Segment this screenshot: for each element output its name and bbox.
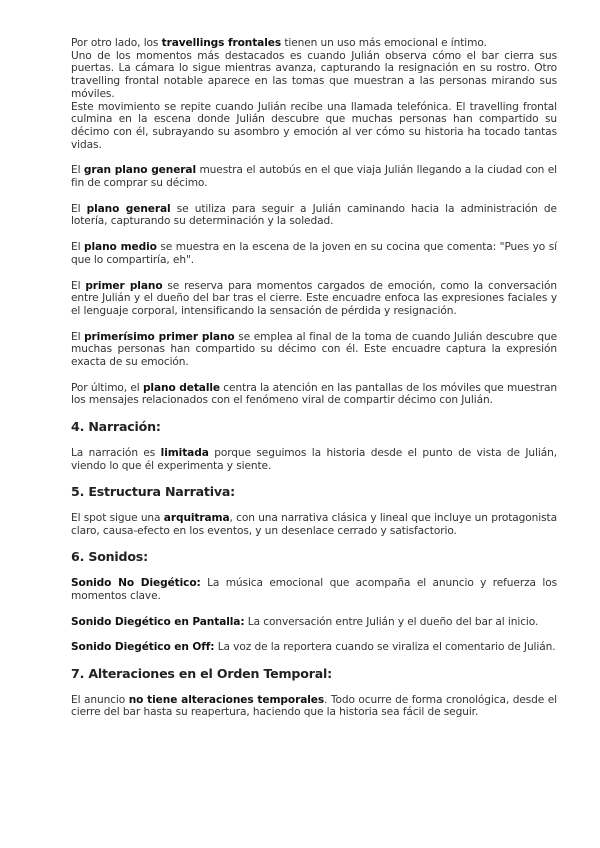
text-span: El xyxy=(71,202,87,215)
text-span: , con una narrativa clásica y lineal que incluye un protagonista claro, causa-efecto en los eventos, y un desenlace cerrado y satisfactorio. xyxy=(71,511,557,537)
bold-term: Sonido No Diegético: xyxy=(71,577,201,590)
bold-term: arquitrama xyxy=(163,511,230,524)
bold-term: no tiene alteraciones temporales xyxy=(128,693,325,706)
alteraciones-paragraph xyxy=(71,694,557,719)
text-span: se emplea al final de la toma de cuando Julián descubre que muchas personas han compartido su décimo con él. Este encuadre captura la expresión exacta de su emoción. xyxy=(71,330,557,369)
bold-term: plano detalle xyxy=(142,381,220,394)
bold-term: limitada xyxy=(160,446,209,459)
travelling-paragraph-3: Este movimiento se repite cuando Julián recibe una llamada telefónica. El travelling frontal culmina en la escena donde Julián descubre que muchas personas han compartido su décimo con él, subrayando su asombro y emoción al ver cómo su historia ha tocado tantas vidas. xyxy=(71,100,557,151)
text-span: se muestra en la escena de la joven en su cocina que comenta: "Pues yo sí que lo compartiría, eh". xyxy=(71,241,557,266)
bold-term: primerísimo primer plano xyxy=(84,330,235,343)
text-span: El xyxy=(71,330,85,343)
plano-paragraph xyxy=(71,241,557,266)
text-span: centra la atención en las pantallas de los móviles que muestran los mensajes relacionados con el fenómeno viral de compartir décimo con Julián. xyxy=(71,381,557,407)
text-span: muestra el autobús en el que viaja Julián llegando a la ciudad con el fin de comprar su décimo. xyxy=(71,164,557,190)
text-span: La narración es xyxy=(71,446,161,459)
text-span: La música emocional que acompaña el anuncio y refuerza los momentos clave. xyxy=(71,577,557,602)
plano-paragraph xyxy=(71,382,557,407)
sonido-paragraph xyxy=(71,616,557,629)
section-heading-alteraciones: 7. Alteraciones en el Orden Temporal: xyxy=(71,665,332,681)
travelling-intro xyxy=(71,37,557,50)
bold-term: plano general xyxy=(86,202,171,215)
text-span: La voz de la reportera cuando se viraliza el comentario de Julián. xyxy=(214,641,556,654)
bold-term: travellings frontales xyxy=(161,37,282,49)
plano-paragraph xyxy=(71,331,557,369)
text-span: El xyxy=(71,279,86,292)
text-span: se utiliza para seguir a Julián caminando hacia la administración de lotería, capturando su determinación y la soledad. xyxy=(71,202,557,228)
plano-paragraph xyxy=(71,164,557,189)
narracion-paragraph xyxy=(71,447,557,472)
text-span: La conversación entre Julián y el dueño del bar al inicio. xyxy=(244,615,539,628)
travelling-paragraph-2: Uno de los momentos más destacados es cuando Julián observa cómo el bar cierra sus puertas. La cámara lo sigue mientras avanza, capturando la resignación en su rostro. Otro travelling frontal notable aparece en las tomas que muestran a las personas mirando sus móviles. xyxy=(71,49,557,100)
text-span: Por otro lado, los xyxy=(71,37,162,49)
text-span: tienen un uso más emocional e íntimo. xyxy=(281,37,487,49)
section-heading-estructura: 5. Estructura Narrativa: xyxy=(71,484,236,500)
bold-term: Sonido Diegético en Pantalla: xyxy=(71,615,245,628)
bold-term: Sonido Diegético en Off: xyxy=(71,641,215,654)
document-page xyxy=(71,37,557,719)
estructura-paragraph xyxy=(71,512,557,537)
section-heading-sonidos: 6. Sonidos: xyxy=(71,549,148,565)
text-span: El xyxy=(71,241,85,254)
text-span: El xyxy=(71,164,84,177)
section-heading-narracion: 4. Narración: xyxy=(71,419,161,435)
text-span: . Todo ocurre de forma cronológica, desde el cierre del bar hasta su reapertura, haciendo que la historia sea fácil de seguir. xyxy=(71,693,557,719)
bold-term: plano medio xyxy=(84,241,157,254)
text-span: El anuncio xyxy=(71,693,129,706)
plano-paragraph xyxy=(71,280,557,318)
text-span: se reserva para momentos cargados de emoción, como la conversación entre Julián y el dueño del bar tras el cierre. Este encuadre enfoca las expresiones faciales y el lenguaje corporal, intensificando la sensación de pérdida y resignación. xyxy=(71,279,557,317)
text-span: Por último, el xyxy=(71,381,143,394)
sonido-paragraph xyxy=(71,641,557,654)
plano-paragraph xyxy=(71,203,557,228)
bold-term: gran plano general xyxy=(83,164,196,177)
bold-term: primer plano xyxy=(85,279,163,292)
text-span: porque seguimos la historia desde el punto de vista de Julián, viendo lo que él experimenta y siente. xyxy=(71,446,558,472)
sonido-paragraph xyxy=(71,577,557,602)
text-span: El spot sigue una xyxy=(71,511,164,524)
